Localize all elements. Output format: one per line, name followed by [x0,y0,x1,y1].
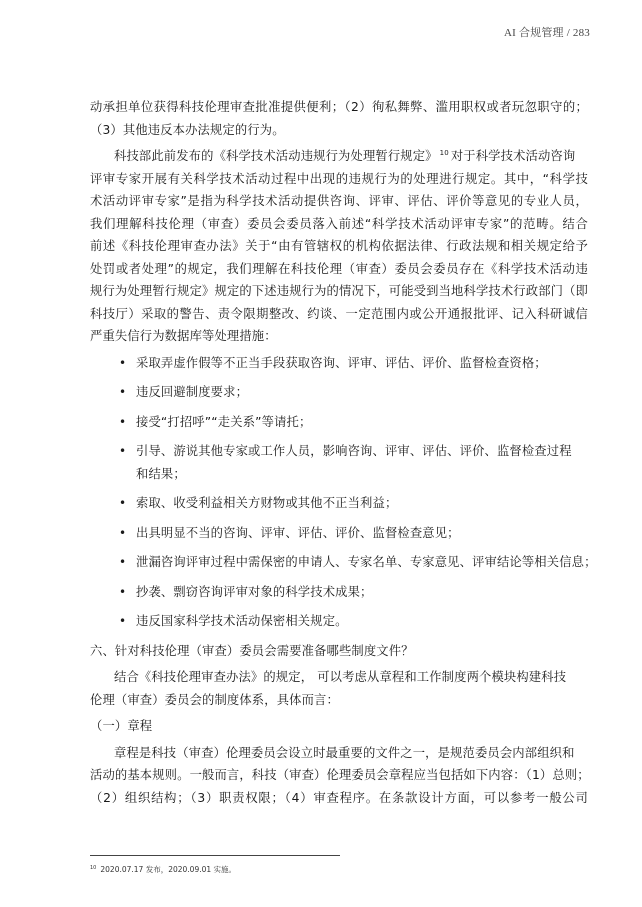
paragraph-line: （2）组织结构；（3）职责权限；（4）审查程序。在条款设计方面，可以参考一般公司 [90,790,588,805]
footnote [90,864,236,875]
bullet-icon: • [119,385,127,399]
bullet-icon: • [119,444,127,458]
list-item-text: 引导、游说其他专家或工作人员，影响咨询、评审、评估、评价、监督检查过程 [136,444,572,458]
paragraph-line: 伦理（审查）委员会的制度体系，具体而言： [90,692,339,707]
bullet-icon: • [119,525,127,540]
paragraph-line: 我们理解科技伦理（审查）委员会委员落入前述“科学技术活动评审专家”的范畴。结合 [90,216,588,231]
list-item [90,492,588,515]
list-item-text: 和结果； [136,466,186,481]
list-item-text: 出具明显不当的咨询、评审、评估、评价、监督检查意见； [136,525,460,540]
section-heading: 六、针对科技伦理（审查）委员会需要准备哪些制度文件？ [90,643,414,658]
footnote-divider [90,855,340,856]
footnote-text: 2020.07.17 发布，2020.09.01 实施。 [100,865,237,874]
subsection-heading: （一）章程 [90,719,153,733]
list-item [90,522,588,545]
list-item-text: 采取弄虚作假等不正当手段获取咨询、评审、评估、评价、监督检查资格； [136,355,547,370]
list-item-text: 违反国家科学技术活动保密相关规定。 [136,614,348,628]
paragraph-line-with-footnote [90,145,588,168]
footnote-number: 10 [90,864,97,871]
list-item [90,581,588,604]
list-item [90,381,588,404]
list-item-text: 泄漏咨询评审过程中需保密的申请人、专家名单、专家意见、评审结论等相关信息； [136,555,597,569]
paragraph-line: 规行为处理暂行规定》规定的下述违规行为的情况下，可能受到当地科学技术行政部门（即 [90,284,588,298]
list-item-text: 抄袭、剽窃咨询评审对象的科学技术成果； [136,584,373,599]
list-item [90,610,588,633]
paragraph-line: 严重失信行为数据库等处理措施： [90,329,277,343]
footnote-reference: 10 [439,148,449,157]
violation-list [90,352,597,633]
bullet-icon: • [119,496,127,510]
bullet-icon: • [119,355,127,370]
paragraph-line: 动承担单位获得科技伦理审查批准提供便利；（2）徇私舞弊、滥用职权或者玩忽职守的； [90,100,588,114]
list-item [90,551,597,574]
paragraph-line: 术活动评审专家”是指为科学技术活动提供咨询、评审、评估、评价等意见的专业人员， [90,194,588,208]
list-item [90,352,588,375]
list-item-text: 接受“打招呼”“走关系”等请托； [136,414,312,429]
bullet-icon: • [119,414,127,429]
body-text [90,96,597,809]
list-item [90,411,588,434]
line-text: 对于科学技术活动咨询 [450,149,576,163]
list-item [90,440,588,485]
bullet-icon: • [119,555,127,569]
paragraph-line: 评审专家开展有关科学技术活动过程中出现的违规行为的处理进行规定。其中，“科学技 [90,171,588,186]
paragraph-line: 活动的基本规则。一般而言，科技（审查）伦理委员会章程应当包括如下内容：（1）总则； [90,768,590,782]
list-item-text: 违反回避制度要求； [136,385,249,399]
running-header: AI 合规管理 / 283 [503,27,590,39]
paragraph-line: 结合《科技伦理审查办法》的规定， 可以考虑从章程和工作制度两个模块构建科技 [114,670,567,684]
paragraph-line: （3）其他违反本办法规定的行为。 [90,122,285,137]
paragraph-line: 前述《科技伦理审查办法》关于“由有管辖权的机构依据法律、行政法规和相关规定给予 [90,239,588,253]
bullet-icon: • [119,584,127,599]
line-text: 科技部此前发布的《科学技术活动违规行为处理暂行规定》 [114,149,438,163]
paragraph-line: 科技厅）采取的警告、责令限期整改、约谈、一定范围内或公开通报批评、记入科研诚信 [90,306,588,321]
list-item-text: 索取、收受利益相关方财物或其他不正当利益； [136,496,398,510]
bullet-icon: • [119,614,127,628]
paragraph-line: 处罚或者处理”的规定，我们理解在科技伦理（审查）委员会委员存在《科学技术活动违 [90,261,588,276]
paragraph-line: 章程是科技（审查）伦理委员会设立时最重要的文件之一，是规范委员会内部组织和 [114,745,575,760]
